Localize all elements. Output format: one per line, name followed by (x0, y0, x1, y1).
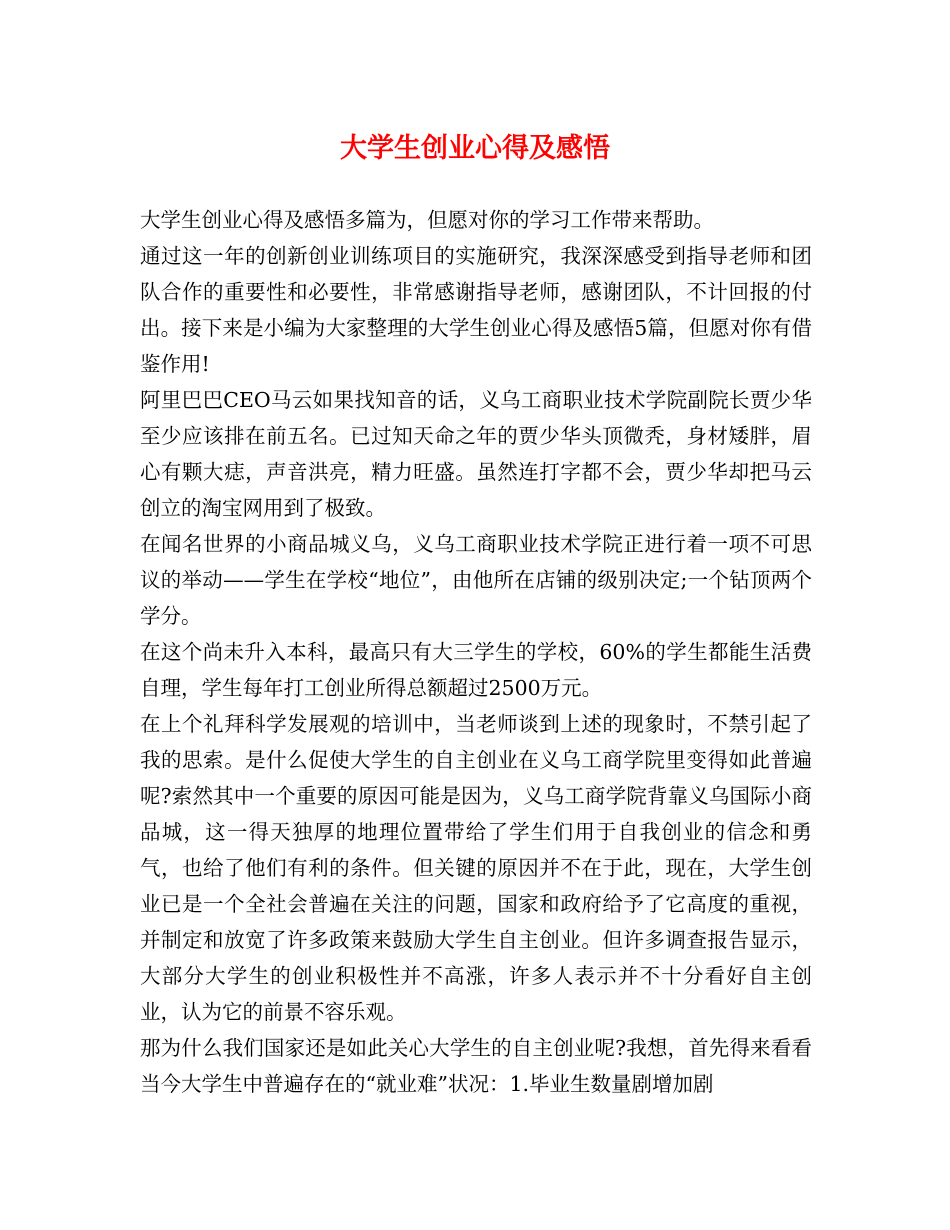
document-title: 大学生创业心得及感悟 (340, 133, 610, 164)
paragraph-student-income: 在这个尚未升入本科，最高只有大三学生的学校，60%的学生都能生活费自理，学生每年打工创业所得总额超过2500万元。 (140, 640, 812, 700)
paragraph-reflection: 在上个礼拜科学发展观的培训中，当老师谈到上述的现象时，不禁引起了我的思索。是什么促使大学生的自主创业在义乌工商学院里变得如此普遍呢?索然其中一个重要的原因可能是因为，义乌工商学院背靠义乌国际小商品城，这一得天独厚的地理位置带给了学生们用于自我创业的信念和勇气，也给了他们有利的条件。但关键的原因并不在于此，现在，大学生创业已是一个全社会普遍在关注的问题，国家和政府给予了它高度的重视，并制定和放宽了许多政策来鼓励大学生自主创业。但许多调查报告显示，大部分大学生的创业积极性并不高涨，许多人表示并不十分看好自主创业，认为它的前景不容乐观。 (140, 712, 812, 1024)
paragraph-yiwu-credits: 在闻名世界的小商品城义乌，义乌工商职业技术学院正进行着一项不可思议的举动——学生在学校“地位”，由他所在店铺的级别决定;一个钻顶两个学分。 (140, 532, 812, 628)
document-body (140, 202, 812, 1102)
paragraph-training-project: 通过这一年的创新创业训练项目的实施研究，我深深感受到指导老师和团队合作的重要性和必要性，非常感谢指导老师，感谢团队，不计回报的付出。接下来是小编为大家整理的大学生创业心得及感悟5篇，但愿对你有借鉴作用! (140, 244, 812, 376)
paragraph-jia-shaohua: 阿里巴巴CEO马云如果找知音的话，义乌工商职业技术学院副院长贾少华至少应该排在前五名。已过知天命之年的贾少华头顶微秃，身材矮胖，眉心有颗大痣，声音洪亮，精力旺盛。虽然连打字都不会，贾少华却把马云创立的淘宝网用到了极致。 (140, 388, 812, 520)
paragraph-employment: 那为什么我们国家还是如此关心大学生的自主创业呢?我想，首先得来看看当今大学生中普遍存在的“就业难”状况：1.毕业生数量剧增加剧 (140, 1036, 812, 1096)
paragraph-intro: 大学生创业心得及感悟多篇为，但愿对你的学习工作带来帮助。 (140, 208, 714, 232)
